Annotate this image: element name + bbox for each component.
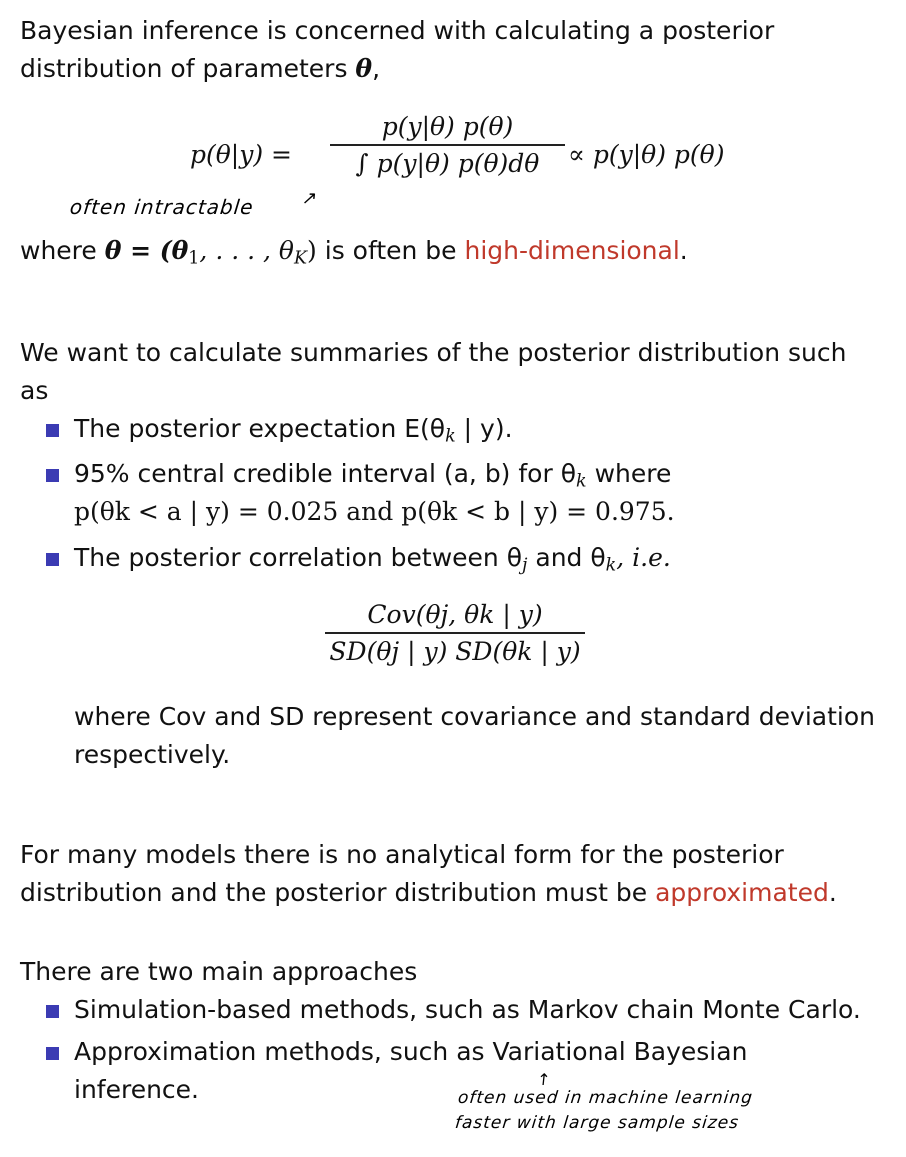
highlight-high-dimensional: high-dimensional — [464, 236, 680, 265]
fraction-bar — [325, 632, 585, 634]
handwritten-annotation-intractable: often intractable — [68, 195, 255, 219]
bullet-square-icon — [46, 424, 59, 437]
where-theta-line: where $\theta = (\theta_1$, . . . , $\theta_K$) is often be high-dimensional. — [20, 236, 688, 269]
theta-symbol: θ — [355, 54, 373, 83]
intro-paragraph — [20, 12, 774, 88]
intro-line-2: distribution of parameters θ, — [20, 54, 381, 83]
approach-bullet-simulation: Simulation-based methods, such as Markov chain Monte Carlo. — [74, 995, 861, 1024]
summary-bullet-expectation: The posterior expectation $E(\theta_k$ | y). — [74, 414, 513, 447]
bayes-formula-lhs: p(θ|y) = — [190, 140, 293, 169]
intro-line-1: Bayesian inference is concerned with calculating a posterior — [20, 16, 775, 45]
bayes-formula-rhs: ∝ p(y|θ) p(θ) — [568, 140, 725, 169]
bayes-fraction — [330, 112, 565, 178]
bullet-square-icon — [46, 1005, 59, 1018]
correlation-denominator: SD(θj | y) SD(θk | y) — [329, 636, 581, 666]
approach-bullet-approximation: Approximation methods, such as Variational Bayesian inference. — [74, 1037, 748, 1104]
handwritten-annotation-faster: faster with large sample sizes — [453, 1113, 741, 1133]
bullet-square-icon — [46, 1047, 59, 1060]
cov-sd-explanation: where Cov and SD represent covariance and standard deviation respectively. — [74, 702, 875, 769]
handwritten-arrow-icon: ↗ — [300, 188, 320, 209]
fraction-bar — [330, 144, 565, 146]
bullet-square-icon — [46, 469, 59, 482]
handwritten-arrow-up-icon: ↑ — [536, 1070, 553, 1089]
correlation-numerator: Cov(θj, θk | y) — [367, 600, 543, 629]
handwritten-annotation-ml: often used in machine learning — [456, 1088, 755, 1108]
bayes-denominator: ∫ p(y|θ) p(θ)dθ — [355, 148, 540, 178]
summary-bullet-credible-interval: 95% central credible interval (a, b) for $\theta_k$ where p(θk < a | y) = 0.025 and p(θk < b | y) = 0.975. — [74, 459, 675, 526]
highlight-approximated: approximated — [655, 878, 829, 907]
bayes-numerator: p(y|θ) p(θ) — [381, 112, 514, 141]
approaches-heading: There are two main approaches — [20, 957, 418, 986]
approximation-paragraph: For many models there is no analytical form for the posterior distribution and the posterior distribution must be approximated. — [20, 840, 837, 907]
bullet-square-icon — [46, 553, 59, 566]
summary-bullet-correlation: The posterior correlation between $\theta_j$ and $\theta_k$, i.e. — [74, 543, 671, 576]
correlation-fraction — [325, 600, 585, 666]
summaries-paragraph: We want to calculate summaries of the posterior distribution such as — [20, 338, 847, 405]
